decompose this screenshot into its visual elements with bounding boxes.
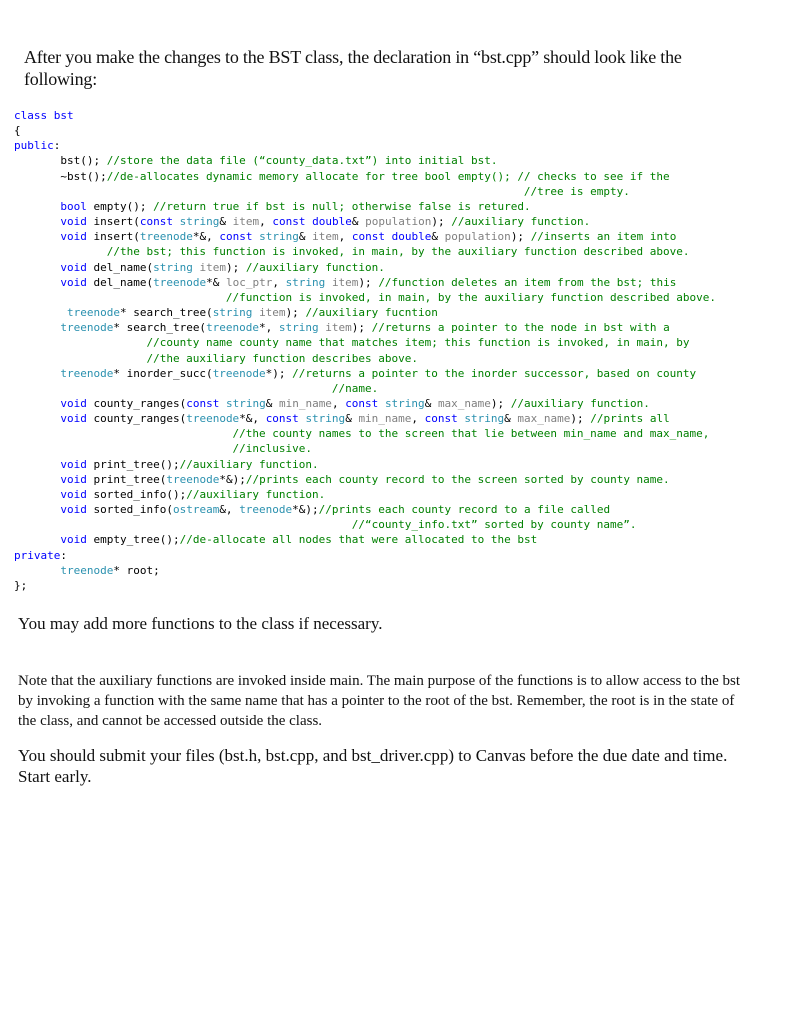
code-token: void [60,260,87,274]
code-token: //auxiliary function. [451,215,591,229]
code-token: min_name [278,396,332,410]
code-token: , [272,275,286,289]
code-token: void [60,396,87,410]
code-token: & [504,412,518,426]
code-token: //the auxiliary function describes above. [14,351,418,365]
code-token [14,321,60,334]
code-line [14,261,385,274]
code-token: ); [510,230,531,244]
code-token: string [305,412,346,426]
code-token: string [285,275,326,289]
code-token: *&, [239,412,266,426]
code-token: treenode [239,503,293,517]
code-token: //auxiliary function. [510,396,650,410]
code-token: const [345,396,379,410]
code-token: treenode [212,366,266,380]
code-token: { [14,124,21,138]
code-token: void [60,412,87,426]
code-token: treenode [153,275,207,289]
code-token: treenode [66,306,120,320]
code-line [14,367,696,380]
code-token [14,488,60,501]
code-token: double [312,215,352,229]
code-token: print_tree( [86,472,167,486]
code-line [14,276,676,289]
code-token: //returns a pointer to the inorder successor, based on county [292,366,697,380]
code-token: county_ranges( [86,412,187,426]
code-token [14,533,60,546]
code-token: //auxiliary function. [179,457,319,471]
code-token: private [14,548,61,562]
code-token [14,306,67,319]
code-token: double [391,230,432,244]
code-token: //auxiliary function. [186,487,326,501]
code-token [14,215,60,228]
code-line [14,200,531,213]
code-token: *& [206,275,226,289]
code-token: void [60,503,87,517]
code-token [385,230,392,243]
code-token: & [298,230,313,244]
code-token: const [139,215,173,229]
code-token: const [351,230,385,244]
code-token: //name. [14,381,379,395]
code-token: void [60,533,87,547]
code-line [14,230,676,243]
code-token [325,276,332,289]
code-token: treenode [206,321,260,335]
code-token: max_name [517,412,571,426]
code-token: bool [60,199,87,213]
code-token: //prints each county record to the screen sorted by county name. [245,472,670,486]
code-token [14,473,60,486]
code-token: print_tree(); [86,457,180,471]
code-line [14,352,418,365]
code-token: //the bst; this function is invoked, in main, by the auxiliary function described above. [14,245,690,259]
code-token [14,276,60,289]
code-token: const [424,412,458,426]
code-token: string [225,396,266,410]
code-line [14,215,590,228]
code-token: const [272,215,306,229]
code-line [14,306,438,319]
code-token: public [14,139,54,153]
code-token: ); [351,321,372,335]
code-token: ); [570,412,591,426]
code-token: const [265,412,299,426]
code-token: , [259,215,273,229]
code-token: ); [285,306,306,320]
code-line [14,412,670,425]
add-functions-paragraph: You may add more functions to the class if necessary. [18,614,383,633]
code-token: & [219,215,233,229]
code-token: //the county names to the screen that lie between min_name and max_name, [14,427,710,441]
code-token: item [312,230,339,244]
code-token: * inorder_succ( [113,366,213,380]
code-token: const [186,396,220,410]
code-token: void [60,487,87,501]
code-token: //de-allocates dynamic memory allocate for tree bool empty(); // checks to see if the [106,169,670,183]
code-token: //return true if bst is null; otherwise false is retured. [153,199,531,213]
code-line [14,397,650,410]
code-token: insert( [86,230,140,244]
code-line [14,427,709,440]
code-token: del_name( [86,275,154,289]
code-token: item [325,321,352,335]
code-line [14,109,74,122]
code-token: &, [219,503,240,517]
code-token: void [60,457,87,471]
code-line [14,321,670,334]
code-token: string [464,412,505,426]
code-line [14,291,716,304]
code-token: //auxiliary fucntion [305,306,438,320]
code-token: * search_tree( [113,321,207,335]
code-token: //inclusive. [14,442,313,456]
code-token: string [153,260,193,274]
code-token: void [60,215,87,229]
code-line [14,488,325,501]
code-token: & [345,412,359,426]
code-token: void [60,230,87,244]
code-token: population [365,215,432,229]
code-token [219,397,226,410]
code-token [14,261,60,274]
code-block [14,108,716,593]
code-token: ostream [172,503,220,517]
code-line [14,503,610,516]
code-token: : [53,139,61,153]
code-line [14,336,690,349]
code-line [14,533,537,546]
code-token [14,503,60,516]
code-token: sorted_info( [86,503,173,517]
code-token: void [60,275,87,289]
code-line [14,442,312,455]
code-line [14,579,27,592]
code-token: del_name( [86,260,154,274]
code-token: * root; [113,563,160,577]
code-token: & [431,230,445,244]
code-token: //“county_info.txt” sorted by county name”. [14,518,637,532]
code-token: , [338,230,352,244]
code-token: ); [431,215,452,229]
code-token: //auxiliary function. [245,260,385,274]
code-token: //returns a pointer to the node in bst with a [371,321,670,335]
submission-paragraph: You should submit your files (bst.h, bst.cpp, and bst_driver.cpp) to Canvas before the due date and time. Start early. [18,746,728,786]
code-token: item [331,275,359,289]
code-token: : [60,548,67,562]
code-token: //tree is empty. [14,184,630,198]
code-token: treenode [139,230,193,244]
code-token: ~bst(); [14,169,107,183]
code-token: *); [265,366,293,380]
code-token: //function is invoked, in main, by the auxiliary function described above. [14,290,716,304]
code-token: treenode [60,366,114,380]
code-token: & [424,396,438,410]
code-token: class bst [14,109,74,122]
code-token [378,397,385,410]
code-token: county_ranges( [86,396,187,410]
code-token: treenode [60,321,114,335]
code-token [14,412,60,425]
code-token: , [331,396,346,410]
code-line [14,170,670,183]
code-token: population [444,230,511,244]
code-token: empty(); [86,199,154,213]
code-token: void [60,472,87,486]
code-line [14,458,319,471]
code-line [14,473,670,486]
code-token: //de-allocate all nodes that were allocated to the bst [179,533,538,547]
code-token: *&); [292,503,319,517]
code-token [14,564,60,577]
code-token [14,367,60,380]
code-token: ); [225,260,246,274]
code-token: //prints all [590,412,670,426]
code-token [173,215,180,228]
code-token: string [212,306,253,320]
code-token: //county name county name that matches item; this function is invoked, in main, by [14,336,690,350]
code-line [14,549,67,562]
code-token: *&, [192,230,220,244]
code-token: //store the data file (“county_data.txt”) into initial bst. [106,154,498,168]
code-token: * search_tree( [119,306,213,320]
code-token: string [179,215,220,229]
code-token: string [259,230,299,244]
code-token [14,230,60,243]
code-line [14,245,690,258]
code-token: treenode [60,563,114,577]
code-token: item [259,306,286,320]
code-token: , [411,412,425,426]
code-token: const [219,230,253,244]
code-token: string [278,321,319,335]
code-token: ); [358,275,379,289]
code-token: empty_tree(); [86,533,180,547]
code-token: ); [490,396,511,410]
code-token: string [384,396,425,410]
code-line [14,139,60,152]
code-line [14,564,160,577]
auxiliary-note-paragraph: Note that the auxiliary functions are invoked inside main. The main purpose of the functions is to allow access to the bst by invoking a function with the same name that has a pointer to the root of the bst. Remember, the root is in the state of the class, and cannot be accessed outside the class. [18,673,741,729]
code-token: max_name [437,396,491,410]
code-token: *&); [219,472,246,486]
code-token: item [199,260,226,274]
code-token: treenode [186,412,240,426]
code-line [14,154,497,167]
code-line [14,185,630,198]
code-token: //inserts an item into [530,230,677,244]
code-line [14,518,637,531]
code-token: }; [14,578,28,592]
code-token [14,397,60,410]
code-token [14,200,60,213]
code-token: loc_ptr [225,275,273,289]
code-token: //function deletes an item from the bst; this [378,275,677,289]
code-token: min_name [358,412,412,426]
code-token: treenode [166,472,220,486]
code-token: insert( [86,215,140,229]
code-token: //prints each county record to a file called [318,503,611,517]
intro-paragraph: After you make the changes to the BST class, the declaration in “bst.cpp” should look like the following: [24,47,682,89]
code-token: item [232,215,260,229]
code-line [14,124,21,137]
code-token [14,458,60,471]
code-token: & [265,396,279,410]
code-token: & [351,215,366,229]
code-token: bst(); [14,154,107,168]
code-token: sorted_info(); [86,487,187,501]
code-line [14,382,378,395]
code-token: *, [259,321,279,335]
